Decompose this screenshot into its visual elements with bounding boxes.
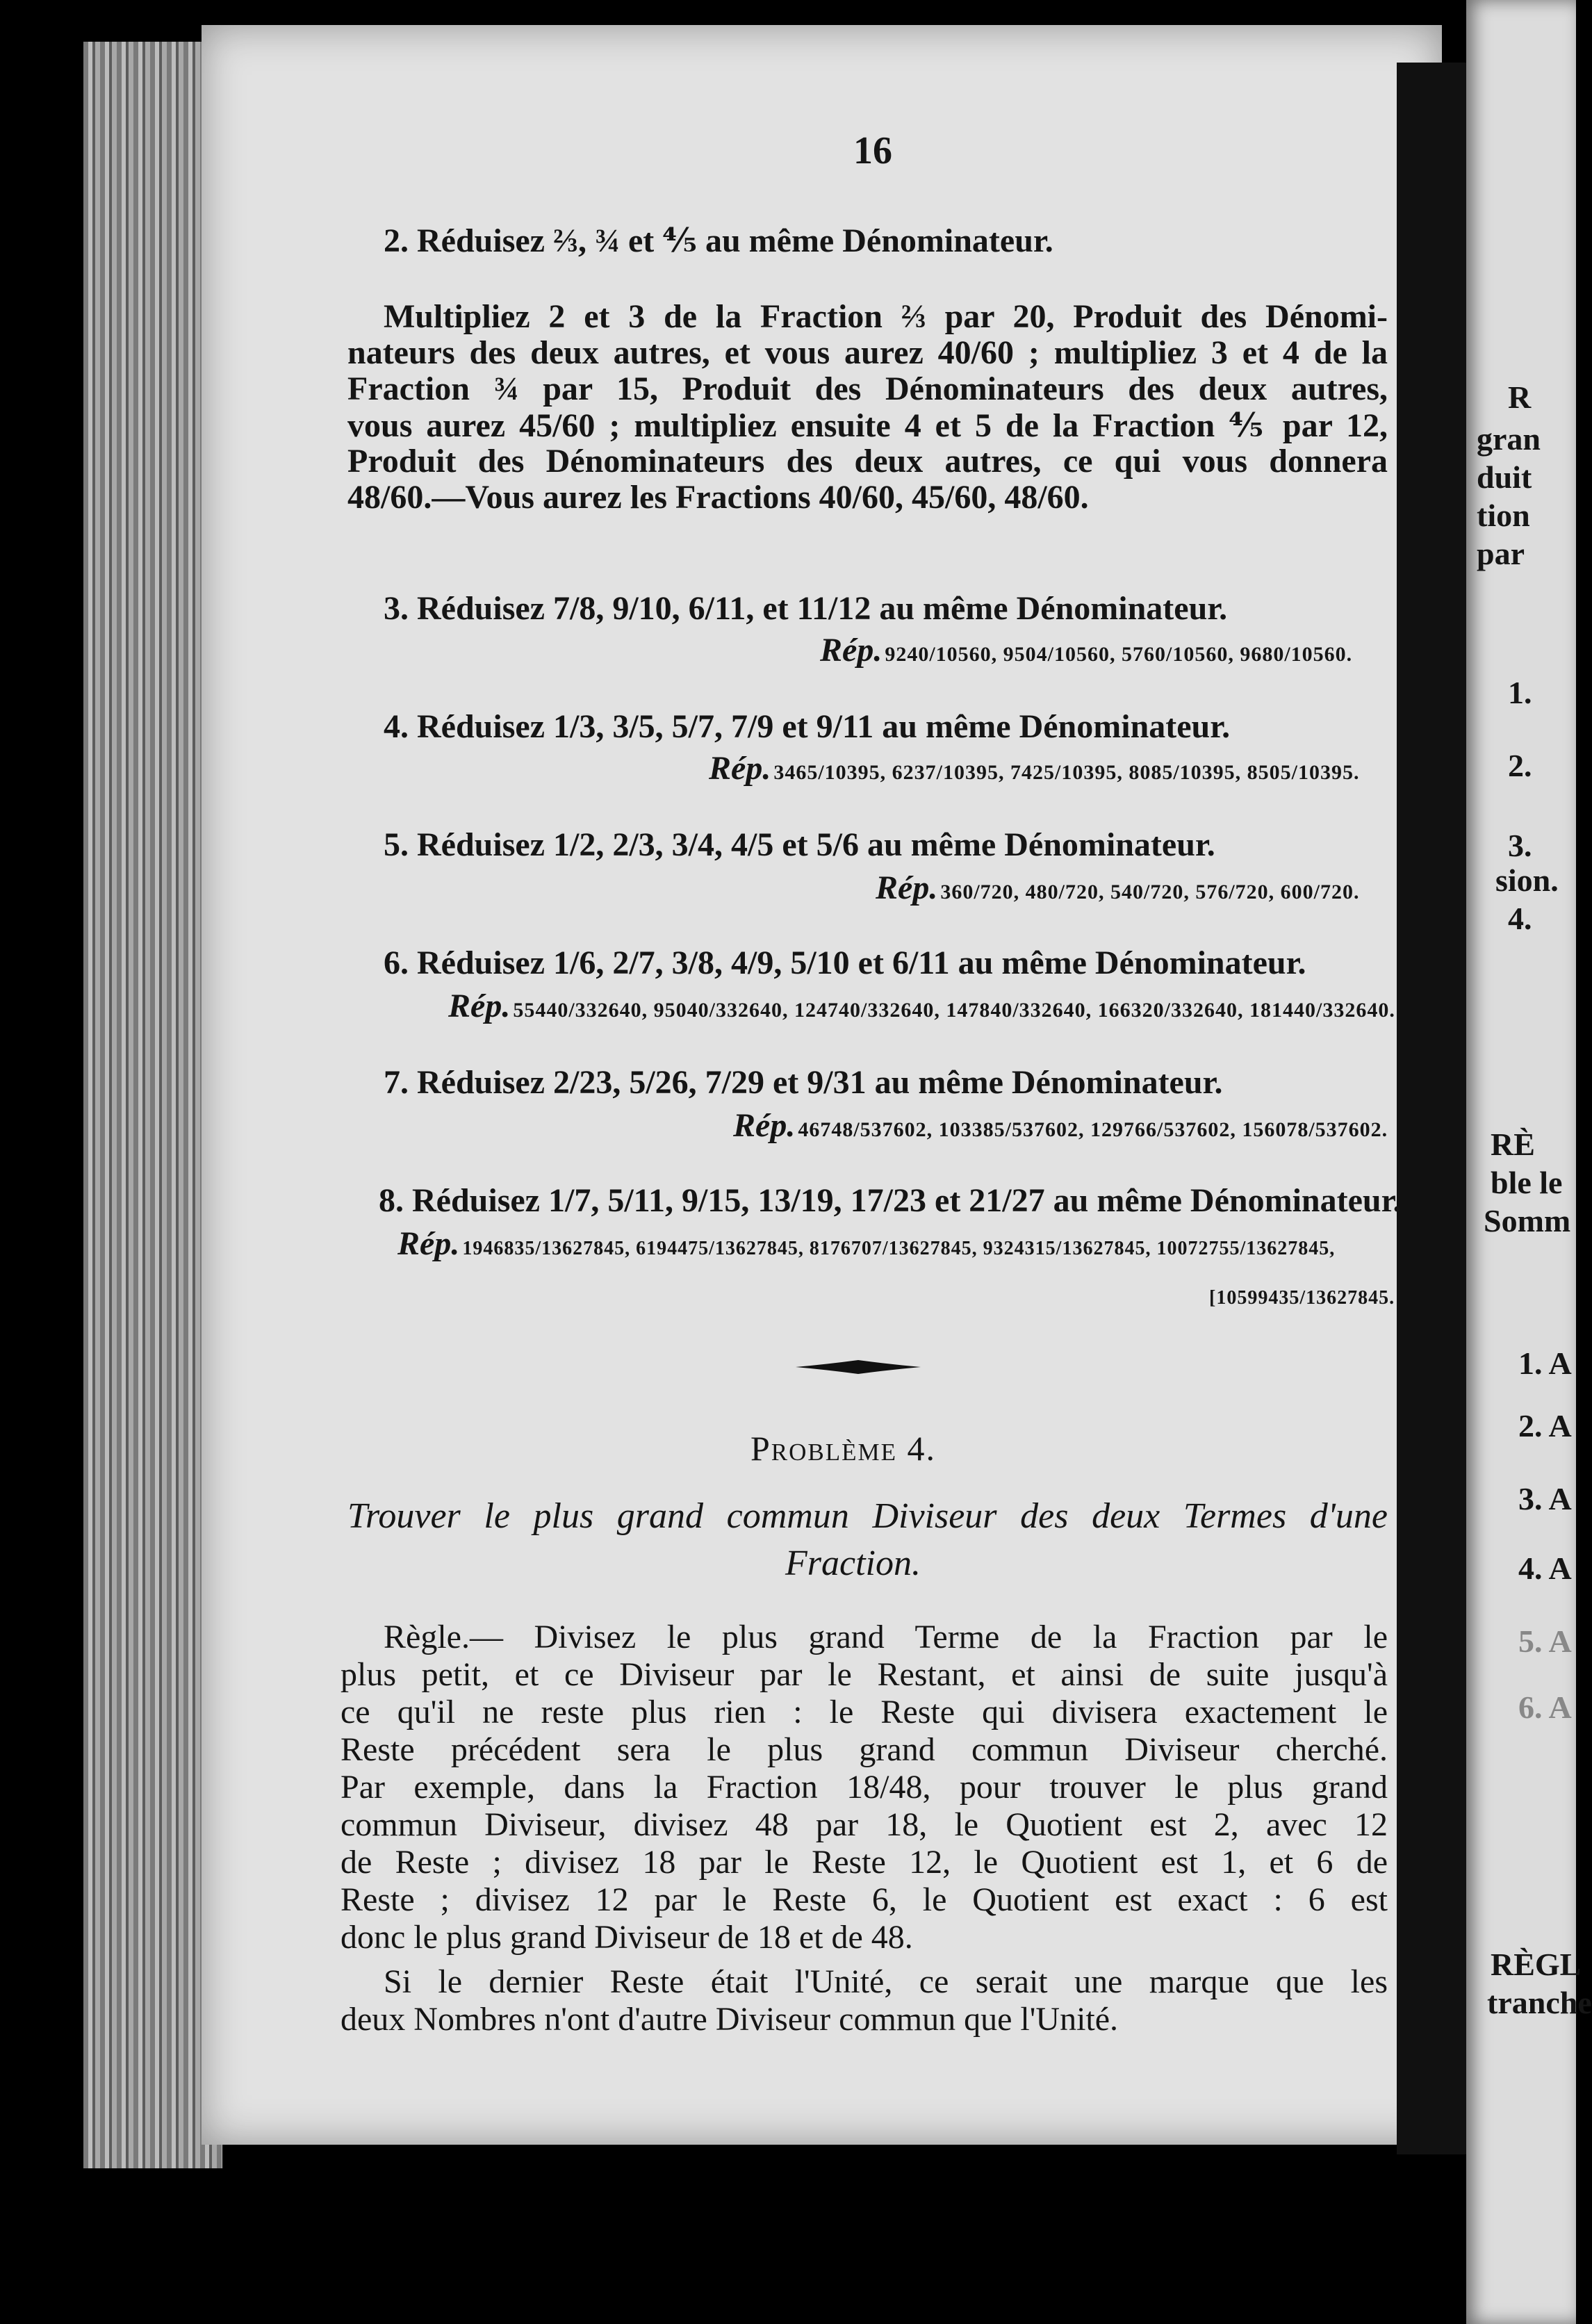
rule-text-line: donc le plus grand Diviseur de 18 et de 48. xyxy=(340,1919,913,1956)
answer-label: Rép. xyxy=(876,869,938,906)
exercise-text-line: vous aurez 45/60 ; multipliez ensuite 4 et 5 de la Fraction ⅘ par 12, xyxy=(347,407,1388,444)
answer-values: 9240/10560, 9504/10560, 5760/10560, 9680/10560. xyxy=(885,643,1353,666)
ornament-divider xyxy=(796,1359,921,1375)
answer-label: Rép. xyxy=(709,750,771,787)
rule-text-line: commun Diviseur, divisez 48 par 18, le Quotient est 2, avec 12 xyxy=(340,1806,1388,1843)
next-page-text: tion xyxy=(1477,498,1530,533)
exercise-text-line: 48/60.—Vous aurez les Fractions 40/60, 45/60, 48/60. xyxy=(347,479,1089,516)
problem-subtitle-continued: Fraction. xyxy=(785,1544,921,1583)
next-page-text: Somm xyxy=(1484,1203,1571,1238)
exercise-question: 4. Réduisez 1/3, 3/5, 5/7, 7/9 et 9/11 au même Dénominateur. xyxy=(384,708,1231,745)
next-page-text: 4. A xyxy=(1518,1550,1572,1586)
exercise-text-line: Fraction ¾ par 15, Produit des Dénominateurs des deux autres, xyxy=(347,370,1388,407)
next-page-text: duit xyxy=(1477,459,1532,495)
next-page-text: tranche xyxy=(1487,1985,1592,2020)
exercise-answer xyxy=(820,631,1352,669)
closing-text-line: deux Nombres n'ont d'autre Diviseur commun que l'Unité. xyxy=(340,2001,1119,2038)
rule-text-line: Reste précédent sera le plus grand commun Diviseur cherché. xyxy=(340,1731,1388,1768)
next-page-text: 2. xyxy=(1508,748,1532,783)
exercise-text-line: Produit des Dénominateurs des deux autres, ce qui vous donnera xyxy=(347,443,1388,480)
answer-label: Rép. xyxy=(448,988,511,1024)
answer-values: 3465/10395, 6237/10395, 7425/10395, 8085/10395, 8505/10395. xyxy=(773,761,1360,784)
page-number: 16 xyxy=(853,129,892,172)
answer-label: Rép. xyxy=(733,1107,796,1144)
rule-text-line: ce qu'il ne reste plus rien : le Reste qui divisera exactement le xyxy=(340,1694,1388,1730)
next-page-text: ble le xyxy=(1491,1165,1563,1200)
answer-label: Rép. xyxy=(820,632,883,669)
rule-text-line: Reste ; divisez 12 par le Reste 6, le Quotient est exact : 6 est xyxy=(340,1881,1388,1918)
answer-values: 55440/332640, 95040/332640, 124740/332640, 147840/332640, 166320/332640, 181440/332640. xyxy=(513,999,1395,1022)
exercise-answer xyxy=(448,987,1395,1025)
problem-heading: Problème 4. xyxy=(750,1429,937,1468)
next-page-text: RÈGL xyxy=(1491,1947,1582,1982)
problem-subtitle: Trouver le plus grand commun Diviseur des deux Termes d'une xyxy=(347,1496,1388,1536)
rule-text-line: Règle.— Divisez le plus grand Terme de la Fraction par le xyxy=(384,1619,1388,1655)
answer-values: 1946835/13627845, 6194475/13627845, 8176707/13627845, 9324315/13627845, 10072755/13627845, xyxy=(462,1238,1336,1259)
exercise-question: 7. Réduisez 2/23, 5/26, 7/29 et 9/31 au même Dénominateur. xyxy=(384,1064,1223,1101)
exercise-answer xyxy=(876,869,1360,907)
next-page-fragment xyxy=(1466,0,1592,2324)
next-page-text: par xyxy=(1477,536,1525,571)
closing-text-line: Si le dernier Reste était l'Unité, ce serait une marque que les xyxy=(384,1963,1388,2000)
answer-values: 360/720, 480/720, 540/720, 576/720, 600/720. xyxy=(940,881,1360,903)
next-page-text: sion. xyxy=(1495,862,1559,898)
next-page-text: 1. A xyxy=(1518,1345,1572,1381)
next-page-text: 3. A xyxy=(1518,1481,1572,1516)
next-page-text: 1. xyxy=(1508,675,1532,710)
exercise-answer xyxy=(397,1225,1335,1263)
exercise-answer xyxy=(709,749,1360,787)
exercise-text-line: nateurs des deux autres, et vous aurez 40/60 ; multipliez 3 et 4 de la xyxy=(347,334,1388,371)
exercise-question: 6. Réduisez 1/6, 2/7, 3/8, 4/9, 5/10 et 6/11 au même Dénominateur. xyxy=(384,944,1306,981)
next-page-text: 3. xyxy=(1508,828,1532,863)
exercise-question: 8. Réduisez 1/7, 5/11, 9/15, 13/19, 17/23 et 21/27 au même Dénominateur. xyxy=(379,1182,1402,1219)
exercise-answer xyxy=(733,1106,1388,1145)
exercise-title: 2. Réduisez ⅔, ¾ et ⅘ au même Dénominateur. xyxy=(384,222,1053,259)
next-page-text: R xyxy=(1508,379,1532,415)
exercise-question: 5. Réduisez 1/2, 2/3, 3/4, 4/5 et 5/6 au même Dénominateur. xyxy=(384,826,1215,863)
next-page-text: 5. A xyxy=(1518,1623,1572,1659)
answer-values: 46748/537602, 103385/537602, 129766/537602, 156078/537602. xyxy=(798,1118,1388,1141)
exercise-text-line: Multipliez 2 et 3 de la Fraction ⅔ par 20, Produit des Dénomi- xyxy=(384,298,1388,335)
answer-label: Rép. xyxy=(397,1225,460,1262)
next-page-text: gran xyxy=(1477,421,1541,457)
exercise-question: 3. Réduisez 7/8, 9/10, 6/11, et 11/12 au même Dénominateur. xyxy=(384,590,1228,627)
next-page-text: RÈ xyxy=(1491,1127,1535,1162)
answer-continuation: [10599435/13627845. xyxy=(1209,1287,1395,1309)
next-page-text: 6. A xyxy=(1518,1689,1572,1725)
next-page-text: 4. xyxy=(1508,901,1532,936)
rule-text-line: plus petit, et ce Diviseur par le Restant, et ainsi de suite jusqu'à xyxy=(340,1656,1388,1693)
rule-text-line: de Reste ; divisez 18 par le Reste 12, le Quotient est 1, et 6 de xyxy=(340,1844,1388,1881)
rule-text-line: Par exemple, dans la Fraction 18/48, pour trouver le plus grand xyxy=(340,1769,1388,1806)
book-gutter xyxy=(1397,63,1466,2154)
next-page-text: 2. A xyxy=(1518,1408,1572,1443)
